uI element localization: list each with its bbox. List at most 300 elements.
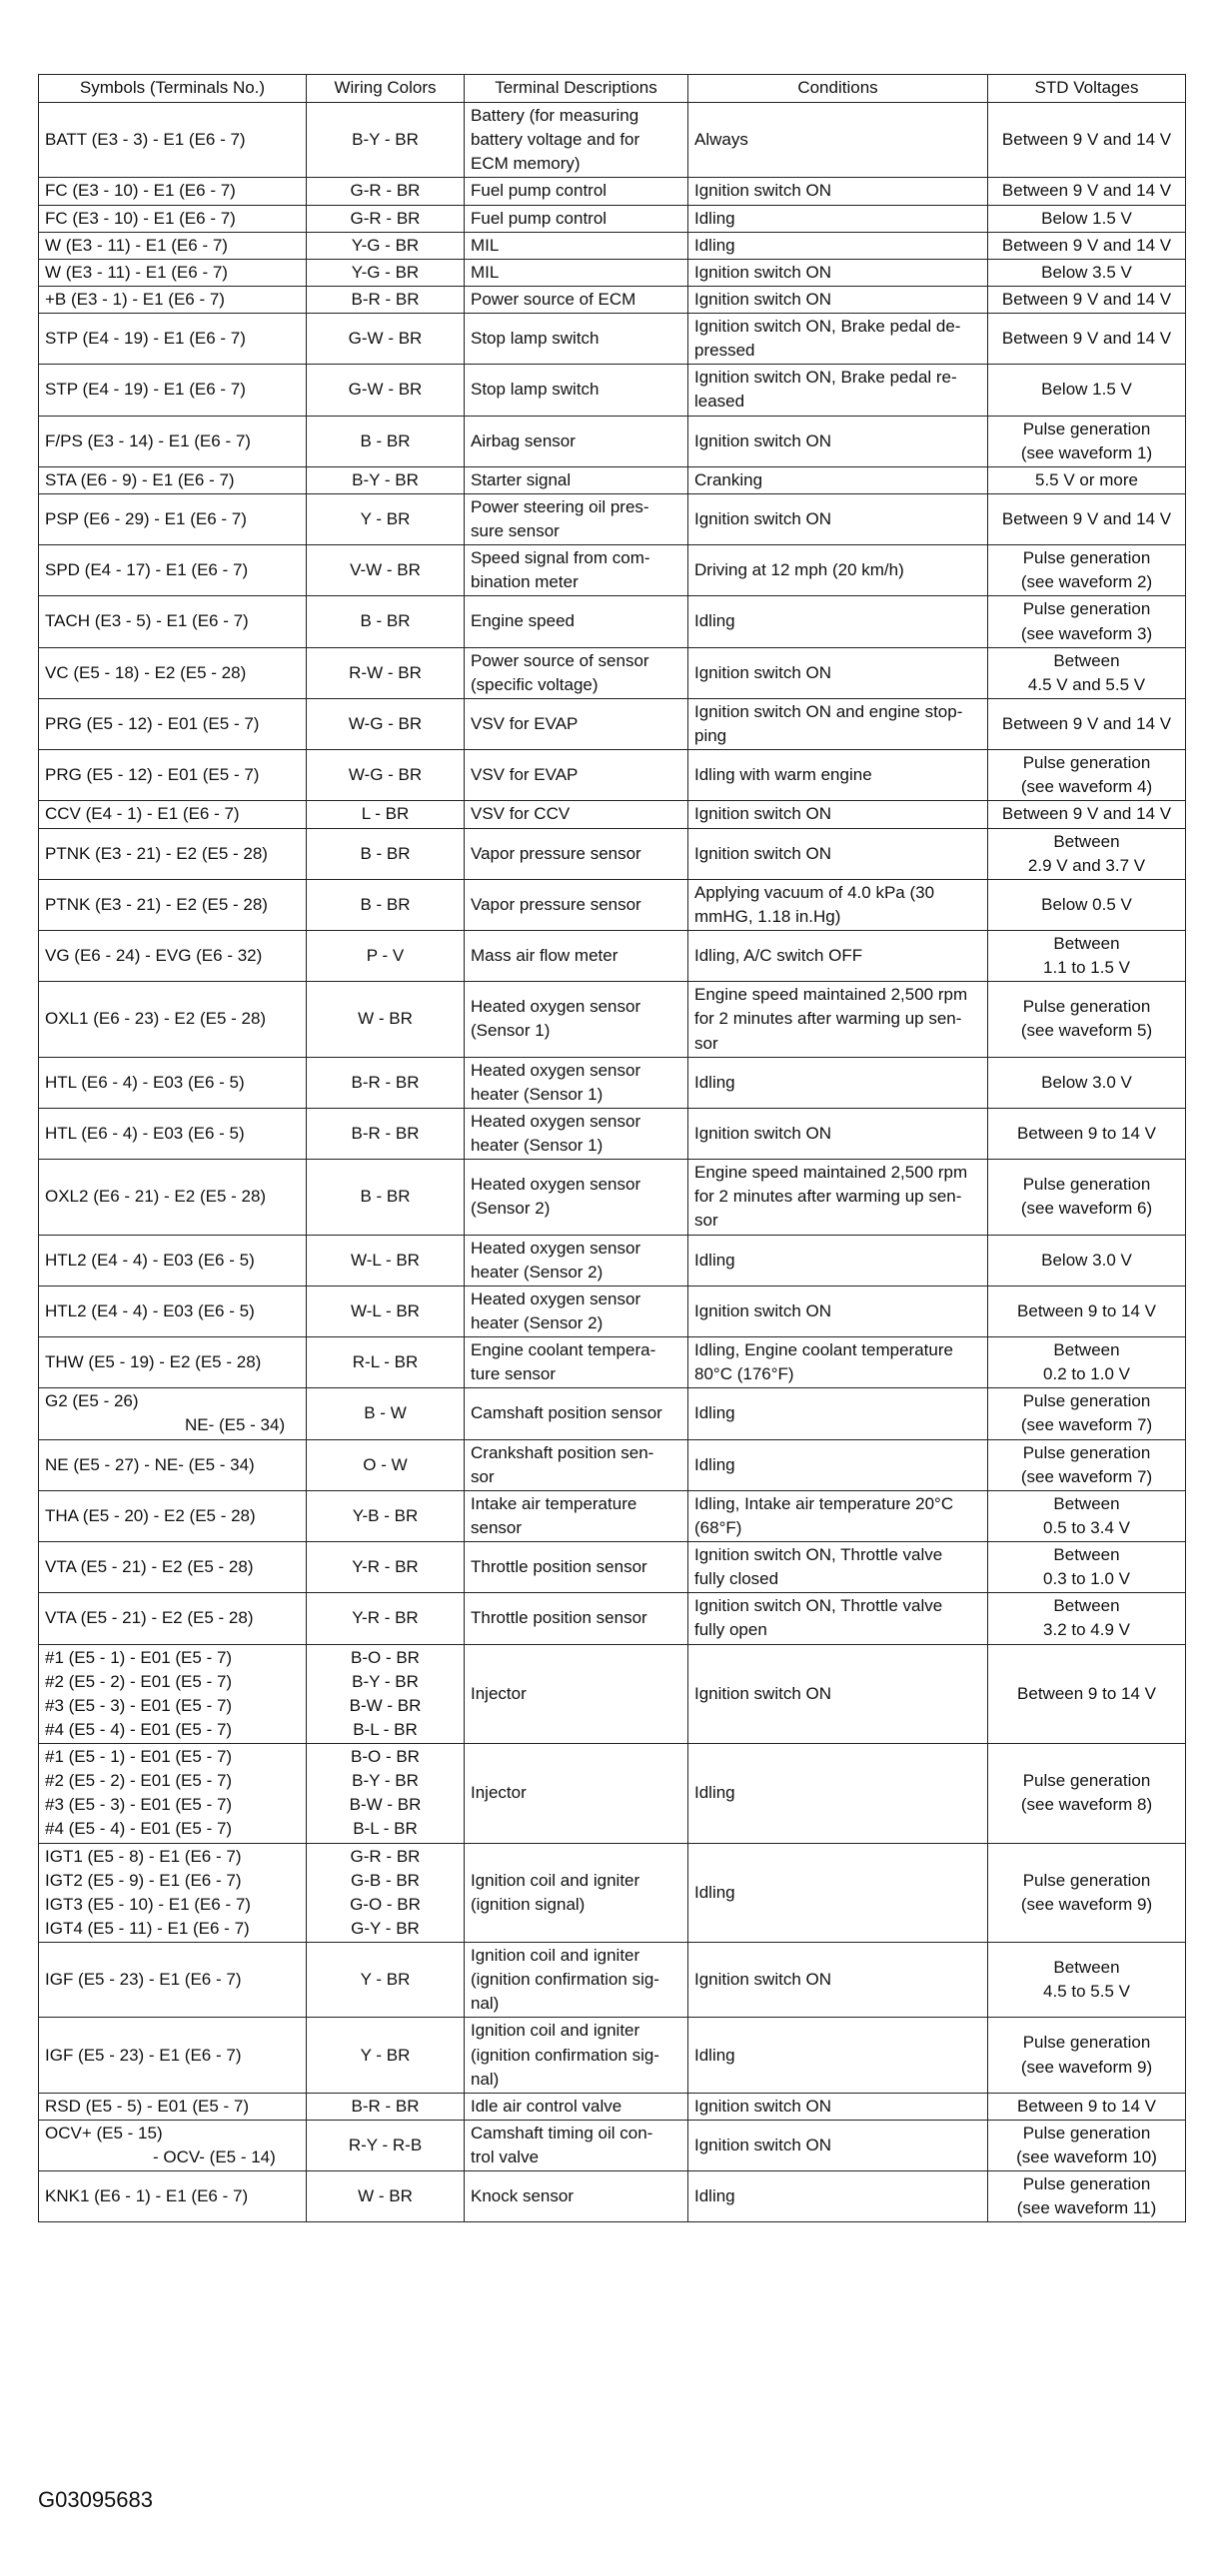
table-row bbox=[39, 2171, 1186, 2222]
terminal-description-cell bbox=[465, 2018, 688, 2093]
cell-line: P - V bbox=[366, 946, 405, 966]
cell-line: Pulse generation bbox=[1022, 2174, 1151, 2194]
cell-line: (Sensor 1) bbox=[471, 1021, 551, 1041]
std-voltage-cell bbox=[988, 982, 1186, 1057]
cell-line: Engine speed maintained 2,500 rpm bbox=[694, 985, 968, 1005]
wiring-color-cell bbox=[307, 178, 465, 205]
cell-line: Pulse generation bbox=[1022, 1175, 1151, 1195]
symbol-cell bbox=[39, 698, 307, 749]
cell-line: NE (E5 - 27) - NE- (E5 - 34) bbox=[45, 1454, 255, 1474]
cell-line: CCV (E4 - 1) - E1 (E6 - 7) bbox=[45, 804, 240, 824]
wiring-color-cell bbox=[307, 466, 465, 493]
std-voltage-cell bbox=[988, 1057, 1186, 1108]
symbol-cell bbox=[39, 1943, 307, 2018]
cell-line: Between 9 to 14 V bbox=[1017, 2096, 1156, 2116]
cell-line: Ignition coil and igniter bbox=[471, 2021, 640, 2041]
condition-cell bbox=[688, 801, 988, 828]
cell-line: PTNK (E3 - 21) - E2 (E5 - 28) bbox=[45, 894, 268, 914]
terminal-description-cell bbox=[465, 286, 688, 313]
cell-line: (see waveform 4) bbox=[1020, 777, 1153, 797]
terminal-description-cell bbox=[465, 1843, 688, 1943]
terminal-description-cell bbox=[465, 205, 688, 232]
wiring-color-cell bbox=[307, 2018, 465, 2093]
symbol-cell bbox=[39, 1490, 307, 1541]
condition-cell bbox=[688, 1490, 988, 1541]
std-voltage-cell bbox=[988, 286, 1186, 313]
cell-line: Power source of sensor bbox=[471, 650, 649, 670]
cell-line: B - W bbox=[364, 1403, 407, 1423]
wiring-color-cell bbox=[307, 1286, 465, 1336]
cell-line: Pulse generation bbox=[1022, 2033, 1151, 2053]
cell-line: Injector bbox=[471, 1783, 527, 1803]
std-voltage-cell bbox=[988, 750, 1186, 801]
cell-line: Idling bbox=[694, 2045, 735, 2065]
wiring-color-cell bbox=[307, 1160, 465, 1235]
cell-line: fully closed bbox=[694, 1569, 779, 1589]
std-voltage-cell bbox=[988, 205, 1186, 232]
cell-line: MIL bbox=[471, 235, 500, 255]
table-row bbox=[39, 1744, 1186, 1844]
cell-line: Ignition switch ON bbox=[694, 1300, 831, 1320]
cell-line: #3 (E5 - 3) - E01 (E5 - 7) bbox=[45, 1795, 233, 1815]
symbol-cell bbox=[39, 1160, 307, 1235]
cell-line: IGF (E5 - 23) - E1 (E6 - 7) bbox=[45, 1970, 242, 1990]
cell-line: Ignition coil and igniter bbox=[471, 1946, 640, 1965]
cell-line: +B (E3 - 1) - E1 (E6 - 7) bbox=[45, 289, 225, 309]
table-row bbox=[39, 750, 1186, 801]
std-voltage-cell bbox=[988, 647, 1186, 698]
cell-line: (specific voltage) bbox=[471, 674, 599, 694]
terminal-description-cell bbox=[465, 750, 688, 801]
cell-line: W-G - BR bbox=[348, 765, 423, 785]
std-voltage-cell bbox=[988, 1108, 1186, 1159]
wiring-color-cell bbox=[307, 1439, 465, 1490]
cell-line: Ignition switch ON, Brake pedal de- bbox=[694, 317, 961, 336]
cell-line: Driving at 12 mph (20 km/h) bbox=[694, 560, 904, 580]
cell-line: Heated oxygen sensor bbox=[471, 1288, 641, 1308]
cell-line: G-R - BR bbox=[350, 1846, 421, 1866]
cell-line: fully open bbox=[694, 1620, 767, 1640]
cell-line: Camshaft timing oil con- bbox=[471, 2123, 653, 2143]
cell-line: B-Y - BR bbox=[352, 469, 419, 489]
cell-line: 3.2 to 4.9 V bbox=[1043, 1620, 1130, 1640]
cell-line: Camshaft position sensor bbox=[471, 1403, 662, 1423]
cell-line: Idling bbox=[694, 1454, 735, 1474]
terminal-description-cell bbox=[465, 2093, 688, 2120]
cell-line: 0.3 to 1.0 V bbox=[1043, 1569, 1130, 1589]
cell-line: Below 1.5 V bbox=[1041, 380, 1132, 400]
cell-line: Pulse generation bbox=[1022, 548, 1151, 568]
table-row bbox=[39, 103, 1186, 178]
symbol-cell bbox=[39, 416, 307, 466]
condition-cell bbox=[688, 365, 988, 416]
symbol-cell bbox=[39, 801, 307, 828]
cell-line: W-L - BR bbox=[351, 1300, 420, 1320]
cell-line: NE- (E5 - 34) bbox=[185, 1415, 286, 1435]
condition-cell bbox=[688, 2018, 988, 2093]
terminal-voltage-table bbox=[38, 74, 1186, 2222]
cell-line: ECM memory) bbox=[471, 154, 581, 174]
cell-line: Engine coolant tempera- bbox=[471, 1340, 656, 1359]
cell-line: Y - BR bbox=[360, 1970, 411, 1990]
symbol-cell bbox=[39, 314, 307, 365]
cell-line: Ignition switch ON bbox=[694, 181, 831, 201]
cell-line: Airbag sensor bbox=[471, 430, 576, 450]
terminal-description-cell bbox=[465, 647, 688, 698]
symbol-cell bbox=[39, 750, 307, 801]
cell-line: Ignition switch ON bbox=[694, 1683, 831, 1703]
std-voltage-cell bbox=[988, 2093, 1186, 2120]
cell-line: IGF (E5 - 23) - E1 (E6 - 7) bbox=[45, 2045, 242, 2065]
cell-line: G2 (E5 - 26) bbox=[45, 1391, 139, 1411]
table-row bbox=[39, 931, 1186, 982]
cell-line: V-W - BR bbox=[350, 560, 421, 580]
cell-line: HTL (E6 - 4) - E03 (E6 - 5) bbox=[45, 1123, 245, 1143]
header-symbols: Symbols (Terminals No.) bbox=[39, 75, 307, 103]
table-row bbox=[39, 1286, 1186, 1336]
std-voltage-cell bbox=[988, 365, 1186, 416]
cell-line: VSV for EVAP bbox=[471, 765, 579, 785]
symbol-cell bbox=[39, 232, 307, 259]
table-row bbox=[39, 1490, 1186, 1541]
cell-line: Heated oxygen sensor bbox=[471, 1111, 641, 1131]
cell-line: heater (Sensor 2) bbox=[471, 1312, 604, 1332]
cell-line: sor bbox=[694, 1211, 718, 1231]
cell-line: Heated oxygen sensor bbox=[471, 1175, 641, 1195]
condition-cell bbox=[688, 1744, 988, 1844]
cell-line: OXL1 (E6 - 23) - E2 (E5 - 28) bbox=[45, 1009, 267, 1029]
header-wiring-colors: Wiring Colors bbox=[307, 75, 465, 103]
terminal-description-cell bbox=[465, 466, 688, 493]
wiring-color-cell bbox=[307, 1744, 465, 1844]
cell-line: PTNK (E3 - 21) - E2 (E5 - 28) bbox=[45, 843, 268, 863]
cell-line: Crankshaft position sen- bbox=[471, 1442, 654, 1462]
cell-line: Between 9 V and 14 V bbox=[1001, 289, 1172, 309]
table-row bbox=[39, 365, 1186, 416]
symbol-cell bbox=[39, 1286, 307, 1336]
wiring-color-cell bbox=[307, 596, 465, 647]
terminal-description-cell bbox=[465, 545, 688, 596]
cell-line: Idling bbox=[694, 2186, 735, 2206]
cell-line: Idling bbox=[694, 235, 735, 255]
terminal-description-cell bbox=[465, 1593, 688, 1644]
cell-line: Y-G - BR bbox=[351, 262, 420, 282]
cell-line: Heated oxygen sensor bbox=[471, 1060, 641, 1080]
cell-line: OXL2 (E6 - 21) - E2 (E5 - 28) bbox=[45, 1187, 267, 1207]
wiring-color-cell bbox=[307, 259, 465, 286]
cell-line: G-B - BR bbox=[351, 1870, 420, 1890]
table-row bbox=[39, 205, 1186, 232]
wiring-color-cell bbox=[307, 647, 465, 698]
terminal-description-cell bbox=[465, 1542, 688, 1593]
terminal-description-cell bbox=[465, 493, 688, 544]
cell-line: B-W - BR bbox=[349, 1695, 422, 1715]
symbol-cell bbox=[39, 982, 307, 1057]
terminal-description-cell bbox=[465, 931, 688, 982]
cell-line: Injector bbox=[471, 1683, 527, 1703]
wiring-color-cell bbox=[307, 205, 465, 232]
cell-line: VG (E6 - 24) - EVG (E6 - 32) bbox=[45, 946, 263, 966]
cell-line: Idling bbox=[694, 208, 735, 228]
cell-line: Below 1.5 V bbox=[1041, 208, 1132, 228]
cell-line: W - BR bbox=[358, 1009, 413, 1029]
cell-line: HTL2 (E4 - 4) - E03 (E6 - 5) bbox=[45, 1250, 255, 1270]
cell-line: 80°C (176°F) bbox=[694, 1364, 794, 1384]
cell-line: Throttle position sensor bbox=[471, 1608, 647, 1628]
condition-cell bbox=[688, 1337, 988, 1388]
table-row bbox=[39, 879, 1186, 930]
cell-line: VSV for CCV bbox=[471, 804, 571, 824]
wiring-color-cell bbox=[307, 365, 465, 416]
table-row bbox=[39, 2018, 1186, 2093]
cell-line: #2 (E5 - 2) - E01 (E5 - 7) bbox=[45, 1671, 233, 1691]
symbol-cell bbox=[39, 178, 307, 205]
cell-line: G-W - BR bbox=[348, 329, 423, 349]
header-std-voltages: STD Voltages bbox=[988, 75, 1186, 103]
std-voltage-cell bbox=[988, 1235, 1186, 1286]
wiring-color-cell bbox=[307, 2093, 465, 2120]
std-voltage-cell bbox=[988, 1286, 1186, 1336]
cell-line: ping bbox=[694, 726, 727, 745]
symbol-cell bbox=[39, 2018, 307, 2093]
wiring-color-cell bbox=[307, 982, 465, 1057]
cell-line: Ignition switch ON bbox=[694, 289, 831, 309]
cell-line: Vapor pressure sensor bbox=[471, 894, 641, 914]
cell-line: (see waveform 10) bbox=[1016, 2147, 1157, 2166]
cell-line: Idling bbox=[694, 1783, 735, 1803]
table-row bbox=[39, 1943, 1186, 2018]
cell-line: Pulse generation bbox=[1022, 1771, 1151, 1791]
cell-line: leased bbox=[694, 392, 745, 412]
cell-line: B-Y - BR bbox=[352, 130, 419, 150]
wiring-color-cell bbox=[307, 286, 465, 313]
cell-line: Between 9 to 14 V bbox=[1017, 1123, 1156, 1143]
table-row bbox=[39, 801, 1186, 828]
condition-cell bbox=[688, 1160, 988, 1235]
cell-line: R-W - BR bbox=[349, 662, 422, 682]
cell-line: Intake air temperature bbox=[471, 1493, 637, 1513]
symbol-cell bbox=[39, 828, 307, 879]
symbol-cell bbox=[39, 466, 307, 493]
table-row bbox=[39, 466, 1186, 493]
wiring-color-cell bbox=[307, 1943, 465, 2018]
wiring-color-cell bbox=[307, 1542, 465, 1593]
cell-line: Power source of ECM bbox=[471, 289, 636, 309]
cell-line: Idling bbox=[694, 1882, 735, 1902]
cell-line: #1 (E5 - 1) - E01 (E5 - 7) bbox=[45, 1647, 233, 1667]
wiring-color-cell bbox=[307, 314, 465, 365]
cell-line: STA (E6 - 9) - E1 (E6 - 7) bbox=[45, 469, 235, 489]
cell-line: R-L - BR bbox=[352, 1352, 419, 1372]
condition-cell bbox=[688, 879, 988, 930]
cell-line: Y-G - BR bbox=[351, 235, 420, 255]
cell-line: trol valve bbox=[471, 2147, 540, 2166]
cell-line: G-W - BR bbox=[348, 380, 423, 400]
condition-cell bbox=[688, 647, 988, 698]
std-voltage-cell bbox=[988, 232, 1186, 259]
terminal-description-cell bbox=[465, 1235, 688, 1286]
symbol-cell bbox=[39, 879, 307, 930]
cell-line: heater (Sensor 1) bbox=[471, 1084, 604, 1104]
cell-line: PRG (E5 - 12) - E01 (E5 - 7) bbox=[45, 765, 260, 785]
cell-line: FC (E3 - 10) - E1 (E6 - 7) bbox=[45, 181, 236, 201]
wiring-color-cell bbox=[307, 698, 465, 749]
condition-cell bbox=[688, 2120, 988, 2170]
terminal-description-cell bbox=[465, 2120, 688, 2170]
cell-line: Battery (for measuring bbox=[471, 106, 639, 125]
wiring-color-cell bbox=[307, 1593, 465, 1644]
cell-line: Always bbox=[694, 130, 748, 150]
terminal-description-cell bbox=[465, 365, 688, 416]
std-voltage-cell bbox=[988, 2171, 1186, 2222]
cell-line: B-L - BR bbox=[353, 1819, 418, 1839]
wiring-color-cell bbox=[307, 2171, 465, 2222]
cell-line: Y-B - BR bbox=[352, 1505, 419, 1525]
cell-line: Idling bbox=[694, 1403, 735, 1423]
terminal-description-cell bbox=[465, 259, 688, 286]
table-row bbox=[39, 416, 1186, 466]
cell-line: Y - BR bbox=[360, 508, 411, 528]
cell-line: W-G - BR bbox=[348, 713, 423, 733]
std-voltage-cell bbox=[988, 828, 1186, 879]
cell-line: bination meter bbox=[471, 572, 579, 592]
symbol-cell bbox=[39, 1108, 307, 1159]
condition-cell bbox=[688, 232, 988, 259]
symbol-cell bbox=[39, 1235, 307, 1286]
cell-line: (see waveform 5) bbox=[1020, 1021, 1153, 1041]
terminal-description-cell bbox=[465, 314, 688, 365]
condition-cell bbox=[688, 1439, 988, 1490]
cell-line: (ignition signal) bbox=[471, 1894, 586, 1914]
cell-line: Between bbox=[1053, 1545, 1120, 1564]
std-voltage-cell bbox=[988, 2018, 1186, 2093]
cell-line: IGT2 (E5 - 9) - E1 (E6 - 7) bbox=[45, 1870, 242, 1890]
cell-line: battery voltage and for bbox=[471, 130, 640, 150]
cell-line: W (E3 - 11) - E1 (E6 - 7) bbox=[45, 235, 228, 255]
terminal-description-cell bbox=[465, 1160, 688, 1235]
cell-line: TACH (E3 - 5) - E1 (E6 - 7) bbox=[45, 611, 249, 631]
table-row bbox=[39, 1388, 1186, 1439]
table-row bbox=[39, 1593, 1186, 1644]
terminal-description-cell bbox=[465, 416, 688, 466]
symbol-cell bbox=[39, 1337, 307, 1388]
cell-line: sure sensor bbox=[471, 521, 560, 540]
cell-line: Ignition switch ON bbox=[694, 2096, 831, 2116]
symbol-cell bbox=[39, 493, 307, 544]
terminal-description-cell bbox=[465, 1943, 688, 2018]
cell-line: HTL (E6 - 4) - E03 (E6 - 5) bbox=[45, 1072, 245, 1092]
symbol-cell bbox=[39, 1439, 307, 1490]
cell-line: B-R - BR bbox=[351, 289, 420, 309]
cell-line: Fuel pump control bbox=[471, 208, 608, 228]
terminal-description-cell bbox=[465, 879, 688, 930]
cell-line: Between 9 V and 14 V bbox=[1001, 181, 1172, 201]
condition-cell bbox=[688, 698, 988, 749]
wiring-color-cell bbox=[307, 828, 465, 879]
cell-line: B - BR bbox=[360, 1187, 411, 1207]
cell-line: Pulse generation bbox=[1022, 419, 1151, 438]
cell-line: IGT3 (E5 - 10) - E1 (E6 - 7) bbox=[45, 1894, 251, 1914]
cell-line: VTA (E5 - 21) - E2 (E5 - 28) bbox=[45, 1557, 254, 1577]
cell-line: Between bbox=[1053, 934, 1120, 953]
cell-line: B - BR bbox=[360, 430, 411, 450]
table-row bbox=[39, 2120, 1186, 2170]
cell-line: Below 3.0 V bbox=[1041, 1072, 1132, 1092]
cell-line: B - BR bbox=[360, 894, 411, 914]
cell-line: nal) bbox=[471, 2069, 500, 2089]
cell-line: 2.9 V and 3.7 V bbox=[1027, 855, 1146, 875]
cell-line: W - BR bbox=[358, 2186, 413, 2206]
wiring-color-cell bbox=[307, 931, 465, 982]
terminal-description-cell bbox=[465, 698, 688, 749]
cell-line: R-Y - R-B bbox=[348, 2135, 423, 2154]
std-voltage-cell bbox=[988, 314, 1186, 365]
cell-line: Ignition switch ON, Brake pedal re- bbox=[694, 368, 957, 388]
cell-line: VC (E5 - 18) - E2 (E5 - 28) bbox=[45, 662, 247, 682]
cell-line: Pulse generation bbox=[1022, 753, 1151, 773]
terminal-description-cell bbox=[465, 103, 688, 178]
table-row bbox=[39, 1057, 1186, 1108]
cell-line: Mass air flow meter bbox=[471, 946, 618, 966]
cell-line: Ignition coil and igniter bbox=[471, 1870, 640, 1890]
cell-line: Between 9 V and 14 V bbox=[1001, 235, 1172, 255]
condition-cell bbox=[688, 1057, 988, 1108]
std-voltage-cell bbox=[988, 1337, 1186, 1388]
cell-line: sensor bbox=[471, 1517, 523, 1537]
cell-line: VSV for EVAP bbox=[471, 713, 579, 733]
condition-cell bbox=[688, 493, 988, 544]
cell-line: G-R - BR bbox=[350, 181, 421, 201]
cell-line: Engine speed maintained 2,500 rpm bbox=[694, 1163, 968, 1183]
cell-line: Idling, A/C switch OFF bbox=[694, 946, 863, 966]
terminal-description-cell bbox=[465, 1439, 688, 1490]
condition-cell bbox=[688, 259, 988, 286]
cell-line: Ignition switch ON bbox=[694, 430, 831, 450]
cell-line: Heated oxygen sensor bbox=[471, 997, 641, 1017]
condition-cell bbox=[688, 1286, 988, 1336]
condition-cell bbox=[688, 1943, 988, 2018]
cell-line: Between bbox=[1053, 1340, 1120, 1359]
cell-line: Ignition switch ON bbox=[694, 508, 831, 528]
cell-line: THW (E5 - 19) - E2 (E5 - 28) bbox=[45, 1352, 262, 1372]
symbol-cell bbox=[39, 1542, 307, 1593]
cell-line: Idling, Intake air temperature 20°C bbox=[694, 1493, 954, 1513]
table-row bbox=[39, 982, 1186, 1057]
condition-cell bbox=[688, 103, 988, 178]
cell-line: Ignition switch ON, Throttle valve bbox=[694, 1545, 943, 1564]
cell-line: mmHG, 1.18 in.Hg) bbox=[694, 906, 841, 926]
cell-line: (see waveform 11) bbox=[1016, 2198, 1157, 2218]
wiring-color-cell bbox=[307, 1235, 465, 1286]
std-voltage-cell bbox=[988, 416, 1186, 466]
condition-cell bbox=[688, 828, 988, 879]
cell-line: heater (Sensor 2) bbox=[471, 1262, 604, 1282]
cell-line: Between bbox=[1053, 831, 1120, 851]
wiring-color-cell bbox=[307, 1388, 465, 1439]
table-row bbox=[39, 1439, 1186, 1490]
std-voltage-cell bbox=[988, 879, 1186, 930]
cell-line: Stop lamp switch bbox=[471, 380, 600, 400]
condition-cell bbox=[688, 1593, 988, 1644]
symbol-cell bbox=[39, 286, 307, 313]
cell-line: Ignition switch ON bbox=[694, 662, 831, 682]
cell-line: HTL2 (E4 - 4) - E03 (E6 - 5) bbox=[45, 1300, 255, 1320]
table-row bbox=[39, 493, 1186, 544]
cell-line: O - W bbox=[363, 1454, 408, 1474]
cell-line: Power steering oil pres- bbox=[471, 496, 649, 516]
symbol-cell bbox=[39, 545, 307, 596]
wiring-color-cell bbox=[307, 416, 465, 466]
